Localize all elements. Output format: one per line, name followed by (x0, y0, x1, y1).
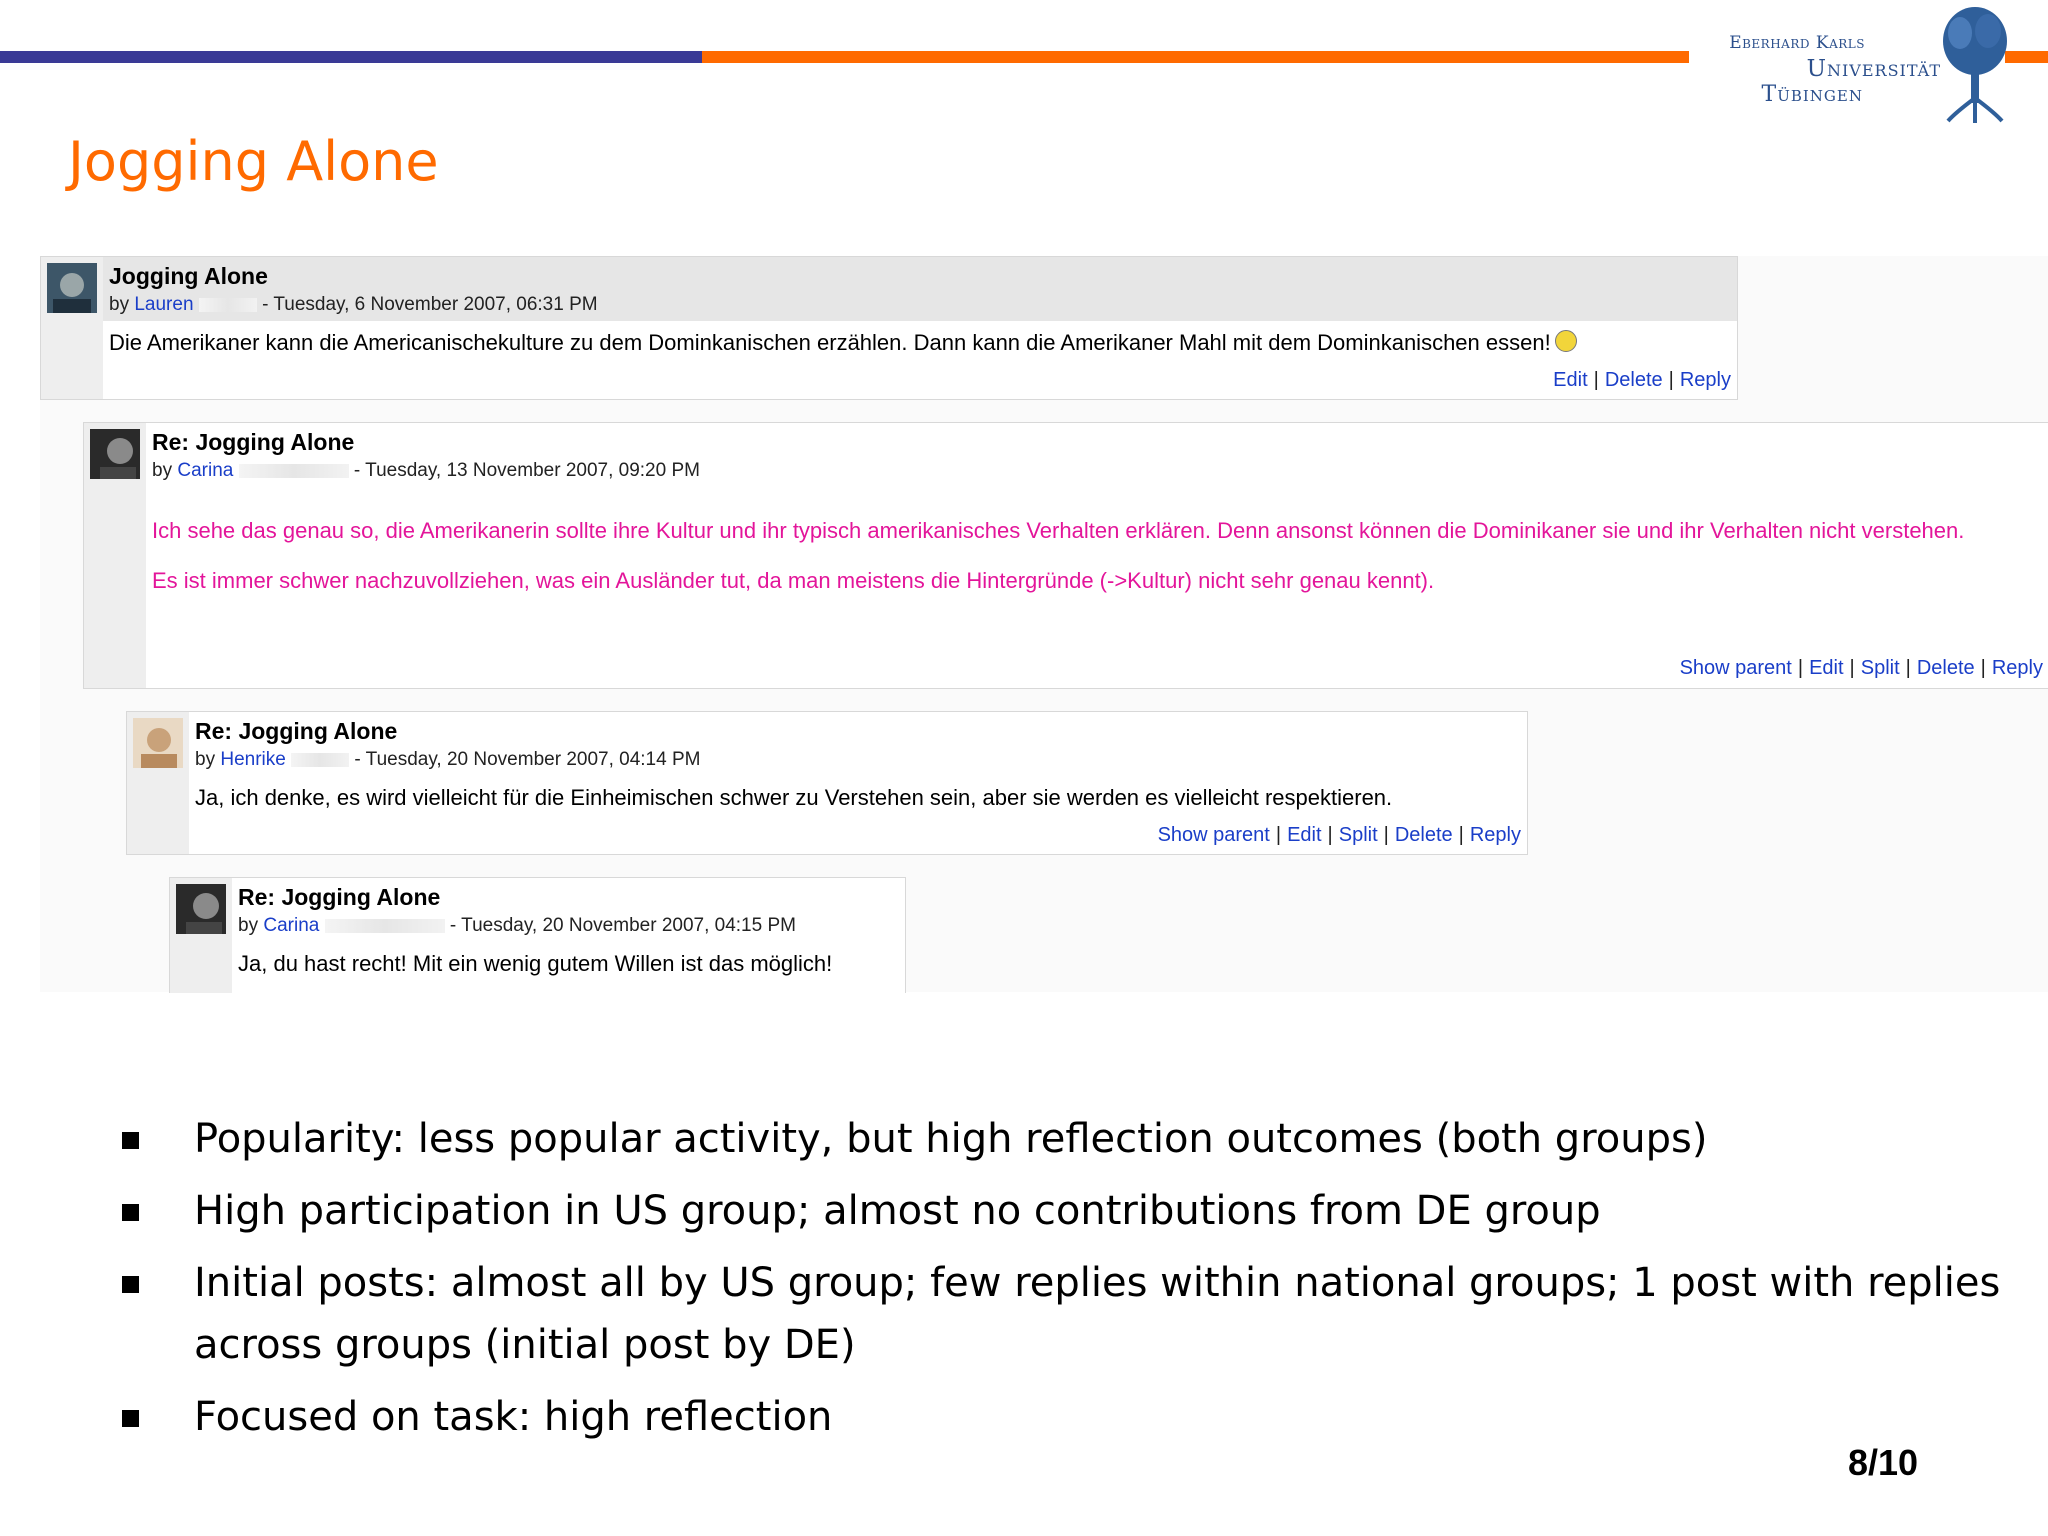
bullet-item (114, 1386, 2014, 1448)
header-bar-orange (702, 51, 1689, 63)
author-link[interactable]: Henrike (220, 749, 286, 770)
bullet-square-icon (122, 1276, 139, 1293)
post-subject: Re: Jogging Alone (195, 718, 398, 744)
author-link[interactable]: Carina (263, 915, 320, 936)
delete-link[interactable]: Delete (1604, 369, 1663, 391)
post-byline (152, 460, 700, 482)
post-date: - Tuesday, 20 November 2007, 04:14 PM (354, 749, 701, 770)
post-byline (109, 294, 598, 316)
redacted-name (239, 464, 349, 478)
delete-link[interactable]: Delete (1394, 824, 1453, 846)
reply-link[interactable]: Reply (1679, 369, 1731, 391)
bullet-text: Focused on task: high reflection (194, 1394, 833, 1440)
post-body (152, 517, 2043, 595)
edit-link[interactable]: Edit (1809, 657, 1844, 679)
post-header (189, 712, 1527, 776)
reply-link[interactable]: Reply (1469, 824, 1521, 846)
edit-link[interactable]: Edit (1287, 824, 1322, 846)
post-text: Die Amerikaner kann die Americanischekulture zu dem Dominkanischen erzählen. Dann kann die Amerikaner Mahl mit dem Dominkanischen essen! (109, 330, 1551, 355)
slide-title: Jogging Alone (68, 130, 439, 193)
post-body (238, 950, 899, 978)
bullet-text: High participation in US group; almost no contributions from DE group (194, 1188, 1601, 1234)
post-actions: Show parent | Edit | Split | Delete | Reply (1157, 824, 1521, 846)
bullet-item (114, 1108, 2014, 1170)
smiley-icon (1555, 330, 1577, 352)
post-paragraph-1: Ich sehe das genau so, die Amerikanerin sollte ihre Kultur und ihr typisch amerikanisches Verhalten erklären. Denn ansonst können die Dominikaner sie und ihr Verhalten nicht verstehen. (152, 518, 1965, 543)
avatar (176, 884, 226, 934)
post-date: - Tuesday, 20 November 2007, 04:15 PM (449, 915, 796, 936)
avatar (47, 263, 97, 313)
logo-line-2: Universität (1806, 56, 1941, 82)
author-link[interactable]: Carina (177, 460, 234, 481)
show-parent-link[interactable]: Show parent (1679, 657, 1792, 679)
post-byline (195, 749, 700, 771)
split-link[interactable]: Split (1338, 824, 1378, 846)
delete-link[interactable]: Delete (1916, 657, 1975, 679)
post-subject: Jogging Alone (109, 263, 268, 289)
bullet-square-icon (122, 1204, 139, 1221)
post-header (232, 878, 905, 942)
logo-line-3: Tübingen (1761, 82, 1863, 107)
post-subject: Re: Jogging Alone (152, 429, 355, 455)
by-label: by (238, 915, 259, 936)
avatar (90, 429, 140, 479)
bullet-item (114, 1180, 2014, 1242)
bullet-square-icon (122, 1410, 139, 1427)
redacted-name (199, 298, 257, 312)
split-link[interactable]: Split (1860, 657, 1900, 679)
avatar (133, 718, 183, 768)
reply-link[interactable]: Reply (1991, 657, 2043, 679)
bullet-item (114, 1252, 2014, 1376)
edit-link[interactable]: Edit (1553, 369, 1588, 391)
redacted-name (325, 919, 445, 933)
header-bar-orange-right (2005, 51, 2048, 63)
bullet-square-icon (122, 1132, 139, 1149)
header-bar-blue (0, 51, 702, 63)
post-date: - Tuesday, 6 November 2007, 06:31 PM (262, 294, 598, 315)
tree-logo-icon (1940, 3, 2010, 125)
forum-post-2 (83, 422, 2048, 689)
by-label: by (152, 460, 173, 481)
forum-post-1 (40, 256, 1738, 400)
post-body (195, 784, 1521, 812)
redacted-name (291, 753, 349, 767)
show-parent-link[interactable]: Show parent (1157, 824, 1270, 846)
forum-post-3 (126, 711, 1528, 855)
post-date: - Tuesday, 13 November 2007, 09:20 PM (353, 460, 700, 481)
post-actions: Edit | Delete | Reply (1553, 369, 1731, 391)
post-actions: Show parent | Edit | Split | Delete | Reply (1679, 657, 2043, 679)
by-label: by (195, 749, 216, 770)
post-byline (238, 915, 796, 937)
bullet-text: Initial posts: almost all by US group; few replies within national groups; 1 post with replies across groups (initial post by DE) (194, 1260, 2001, 1368)
post-header (146, 423, 2048, 487)
bullet-text: Popularity: less popular activity, but high reflection outcomes (both groups) (194, 1116, 1708, 1162)
post-subject: Re: Jogging Alone (238, 884, 441, 910)
post-body (109, 329, 1731, 357)
post-paragraph-2: Es ist immer schwer nachzuvollziehen, was ein Ausländer tut, da man meistens die Hintergründe (->Kultur) nicht sehr genau kennt). (152, 568, 1435, 593)
author-link[interactable]: Lauren (134, 294, 194, 315)
forum-post-4 (169, 877, 906, 993)
page-number: 8/10 (1848, 1442, 1919, 1483)
logo-line-1: Eberhard Karls (1729, 33, 1865, 53)
by-label: by (109, 294, 130, 315)
post-text: Ja, ich denke, es wird vielleicht für die Einheimischen schwer zu Verstehen sein, aber sie werden es vielleicht respektieren. (195, 785, 1393, 810)
post-text: Ja, du hast recht! Mit ein wenig gutem Willen ist das möglich! (238, 951, 833, 976)
post-header (103, 257, 1737, 321)
bullet-list (114, 1108, 2014, 1458)
